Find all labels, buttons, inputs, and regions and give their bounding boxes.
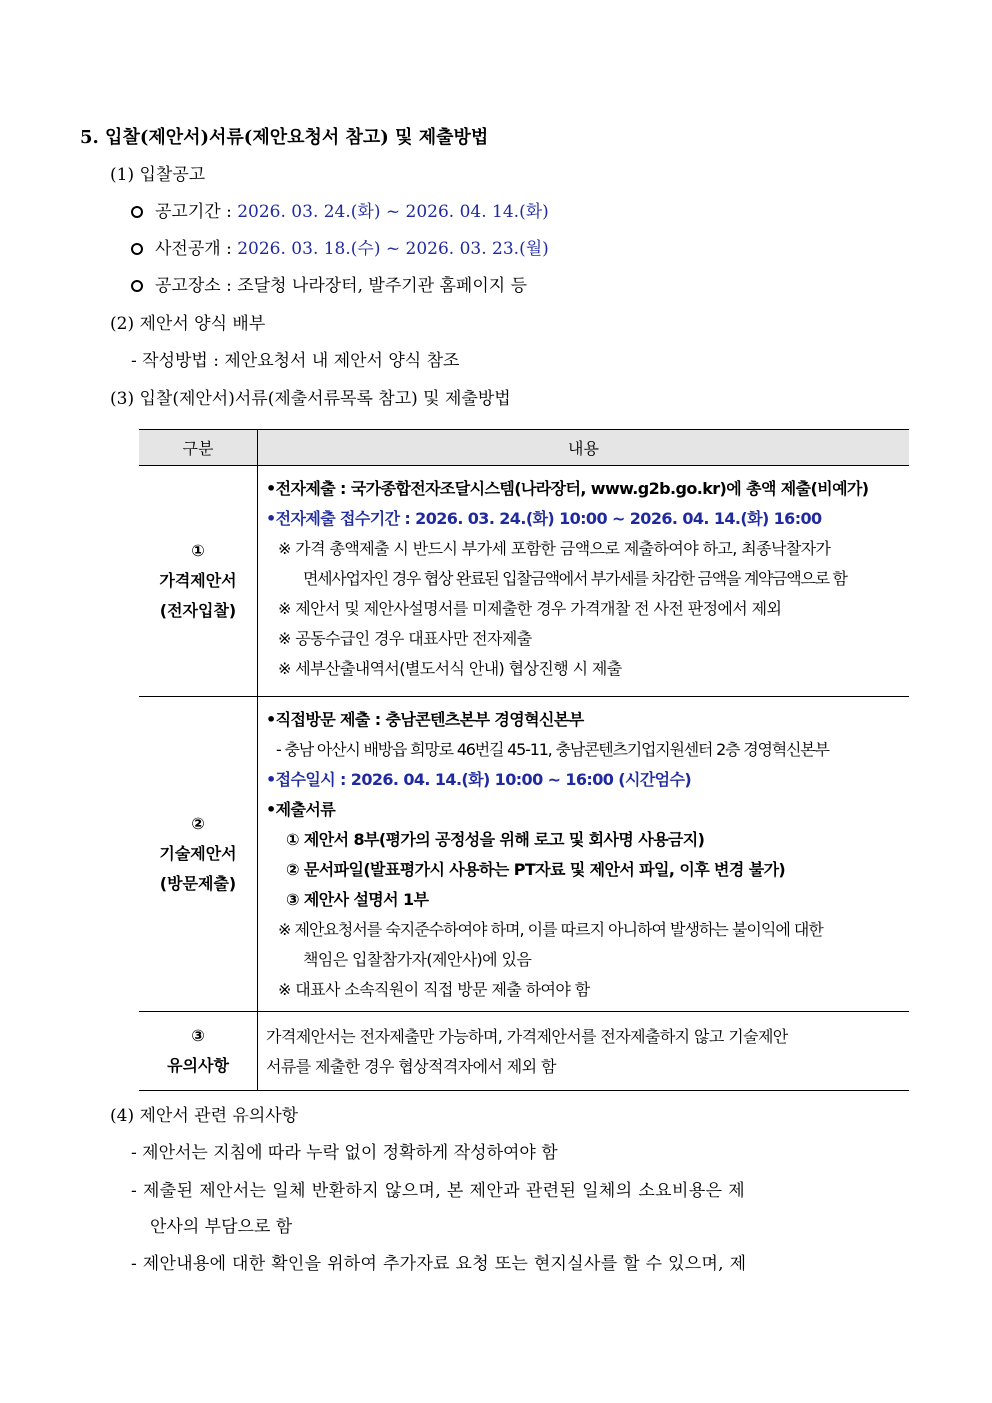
sub4-line: - 제안내용에 대한 확인을 위하여 추가자료 요청 또는 현지실사를 할 수 있으며, 제 <box>131 1254 747 1274</box>
hollow-circle-bullet-icon <box>131 243 143 255</box>
submission-table <box>139 429 909 1091</box>
row-label-notes <box>139 1012 258 1091</box>
row-number: ① <box>191 541 205 560</box>
section-title: 5. 입찰(제안서)서류(제안요청서 참고) 및 제출방법 <box>80 127 489 148</box>
notice-place-value: 조달청 나라장터, 발주기관 홈페이지 등 <box>237 276 528 296</box>
sub1-heading: (1) 입찰공고 <box>110 165 206 185</box>
table-row <box>139 1012 909 1091</box>
table-row <box>139 466 909 697</box>
sub4-line: - 제안서는 지침에 따라 누락 없이 정확하게 작성하여야 함 <box>131 1143 558 1163</box>
sub4-line: 안사의 부담으로 함 <box>150 1217 293 1237</box>
row-label-tech <box>139 697 258 1012</box>
content-line: 책임은 입찰참가자(제안사)에 있음 <box>303 950 532 969</box>
sub3-heading: (3) 입찰(제안서)서류(제출서류목록 참고) 및 제출방법 <box>110 389 511 409</box>
row-content-notes <box>258 1012 910 1091</box>
notice-place-item <box>131 274 527 298</box>
content-line: ※ 가격 총액제출 시 반드시 부가세 포함한 금액으로 제출하여야 하고, 최종낙찰자가 <box>278 539 831 558</box>
preview-period-value: 2026. 03. 18.(수) ~ 2026. 03. 23.(월) <box>237 239 549 259</box>
table-header-content: 내용 <box>258 430 910 466</box>
content-line: - 충남 아산시 배방읍 희망로 46번길 45-11, 충남콘텐츠기업지원센터 2층 경영혁신본부 <box>276 740 829 759</box>
content-line: ※ 공동수급인 경우 대표사만 전자제출 <box>278 629 532 648</box>
content-line: ※ 대표사 소속직원이 직접 방문 제출 하여야 함 <box>278 980 590 999</box>
row-title: 유의사항 <box>167 1056 229 1075</box>
row-subtitle: (방문제출) <box>159 874 237 893</box>
row-title: 가격제안서 <box>159 571 237 590</box>
content-line: ※ 제안요청서를 숙지준수하여야 하며, 이를 따르지 아니하여 발생하는 불이익에 대한 <box>278 920 823 939</box>
content-line: ③ 제안사 설명서 1부 <box>286 890 429 909</box>
content-line: 면세사업자인 경우 협상 완료된 입찰금액에서 부가세를 차감한 금액을 계약금액으로 함 <box>303 569 847 588</box>
sub2-heading: (2) 제안서 양식 배부 <box>110 314 266 334</box>
row-content-tech <box>258 697 910 1012</box>
preview-period-item <box>131 237 549 261</box>
row-title: 기술제안서 <box>159 844 237 863</box>
content-line: •제출서류 <box>266 800 336 819</box>
notice-period-label: 공고기간 : <box>155 202 232 222</box>
content-line: •접수일시 : 2026. 04. 14.(화) 10:00 ~ 16:00 (시간엄수) <box>266 770 692 789</box>
hollow-circle-bullet-icon <box>131 280 143 292</box>
sub2-line: - 작성방법 : 제안요청서 내 제안서 양식 참조 <box>131 351 460 371</box>
row-subtitle: (전자입찰) <box>159 601 237 620</box>
table-row <box>139 697 909 1012</box>
notice-place-label: 공고장소 : <box>155 276 232 296</box>
notice-period-value: 2026. 03. 24.(화) ~ 2026. 04. 14.(화) <box>237 202 549 222</box>
table-header-row <box>139 430 909 466</box>
content-line: ※ 제안서 및 제안사설명서를 미제출한 경우 가격개찰 전 사전 판정에서 제외 <box>278 599 782 618</box>
hollow-circle-bullet-icon <box>131 206 143 218</box>
content-line: ① 제안서 8부(평가의 공정성을 위해 로고 및 회사명 사용금지) <box>286 830 705 849</box>
content-line: •전자제출 : 국가종합전자조달시스템(나라장터, www.g2b.go.kr)에 총액 제출(비예가) <box>266 479 869 498</box>
content-line: •전자제출 접수기간 : 2026. 03. 24.(화) 10:00 ~ 2026. 04. 14.(화) 16:00 <box>266 509 822 528</box>
row-content-price <box>258 466 910 697</box>
sub4-line: - 제출된 제안서는 일체 반환하지 않으며, 본 제안과 관련된 일체의 소요비용은 제 <box>131 1181 746 1201</box>
row-label-price <box>139 466 258 697</box>
content-line: 서류를 제출한 경우 협상적격자에서 제외 함 <box>266 1057 556 1076</box>
notice-period-item <box>131 200 549 224</box>
content-line: ※ 세부산출내역서(별도서식 안내) 협상진행 시 제출 <box>278 659 622 678</box>
content-line: 가격제안서는 전자제출만 가능하며, 가격제안서를 전자제출하지 않고 기술제안 <box>266 1027 788 1046</box>
content-line: ② 문서파일(발표평가시 사용하는 PT자료 및 제안서 파일, 이후 변경 불가) <box>286 860 786 879</box>
sub4-heading: (4) 제안서 관련 유의사항 <box>110 1106 299 1126</box>
content-line: •직접방문 제출 : 충남콘텐츠본부 경영혁신본부 <box>266 710 584 729</box>
row-number: ③ <box>191 1026 205 1045</box>
preview-period-label: 사전공개 : <box>155 239 232 259</box>
table-header-category: 구분 <box>139 430 258 466</box>
row-number: ② <box>191 814 205 833</box>
